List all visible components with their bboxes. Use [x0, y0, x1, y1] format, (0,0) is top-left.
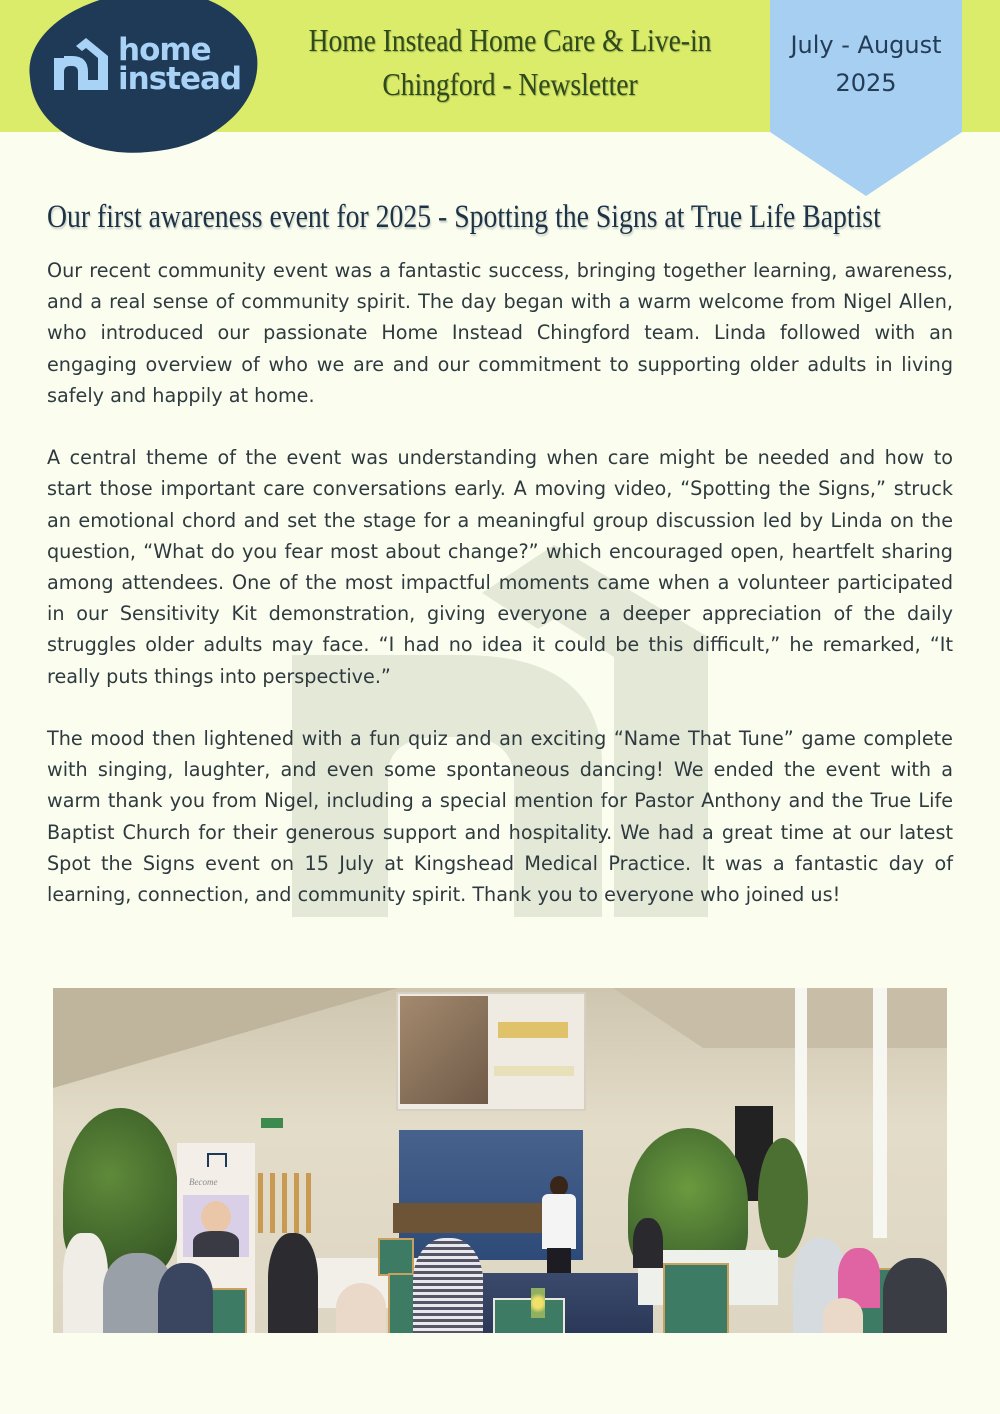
banner-face [201, 1201, 231, 1233]
article-body [47, 255, 953, 941]
attendee [268, 1233, 318, 1333]
issue-date-months: July - August [790, 31, 942, 59]
flower-vase [531, 1288, 545, 1318]
stage-table [393, 1203, 543, 1233]
chair [663, 1263, 729, 1333]
attendee [823, 1298, 863, 1333]
projector-screen [396, 992, 586, 1111]
logo-line-instead: instead [118, 61, 242, 97]
article-paragraph: Our recent community event was a fantastic success, bringing together learning, awareness, and a real sense of community spirit. The day began with a warm welcome from Nigel Allen, who introduced our passionate Home Instead Chingford team. Linda followed with an engaging overview of who we are and our commitment to supporting older adults in living safely and happily at home. [47, 259, 953, 407]
photo-window [873, 988, 887, 1238]
banner-logo-icon [207, 1153, 227, 1167]
chair [378, 1238, 414, 1276]
attendee [336, 1283, 386, 1333]
newsletter-title [299, 18, 720, 106]
attendee [413, 1238, 483, 1333]
exit-sign [261, 1118, 283, 1128]
banner-photo [183, 1195, 249, 1257]
logo-line-home: home [118, 32, 211, 68]
banner-body [193, 1231, 239, 1257]
home-instead-logo [50, 30, 260, 100]
article-title: Our first awareness event for 2025 - Spotting the Signs at True Life Baptist [47, 199, 881, 235]
stacked-chairs [258, 1173, 318, 1233]
chair [493, 1298, 565, 1333]
banner-text: Become [189, 1177, 218, 1187]
article-paragraph: The mood then lightened with a fun quiz and an exciting “Name That Tune” game complete with singing, laughter, and even some spontaneous dancing! We ended the event with a warm thank you from Nigel, including a special mention for Pastor Anthony and the True Life Baptist Church for their generous support and hospitality. We had a great time at our latest Spot the Signs event on 15 July at Kingshead Medical Practice. It was a fantastic day of learning, connection, and community spirit. Thank you to everyone who joined us! [47, 727, 953, 907]
issue-date-year: 2025 [835, 69, 897, 97]
attendee [633, 1218, 663, 1268]
attendee [158, 1263, 213, 1333]
issue-date [770, 26, 962, 102]
attendee [63, 1233, 108, 1333]
speaker-head [550, 1176, 568, 1196]
date-ribbon [770, 0, 962, 196]
plant [758, 1138, 808, 1258]
event-photo [53, 988, 947, 1333]
screen-subtitle-strip [494, 1066, 574, 1076]
article-paragraph: A central theme of the event was understanding when care might be needed and how to start those important care conversations early. A moving video, “Spotting the Signs,” struck an emotional chord and set the stage for a meaningful group discussion led by Linda on the question, “What do you fear most about change?” which encouraged open, heartfelt sharing among attendees. One of the most impactful moments came when a volunteer participated in our Sensitivity Kit demonstration, giving everyone a deeper appreciation of the daily struggles older adults may face. “I had no idea it could be this difficult,” he remarked, “It really puts things into perspective.” [47, 446, 953, 688]
newsletter-title-line1: Home Instead Home Care & Live-in [308, 22, 712, 58]
logo-wordmark [118, 32, 242, 97]
attendee [883, 1258, 947, 1333]
speaker-shirt [542, 1194, 576, 1249]
home-instead-house-logo-icon [50, 34, 112, 96]
screen-title-strip [498, 1022, 568, 1038]
newsletter-title-line2: Chingford - Newsletter [382, 66, 638, 102]
screen-image [400, 996, 488, 1104]
